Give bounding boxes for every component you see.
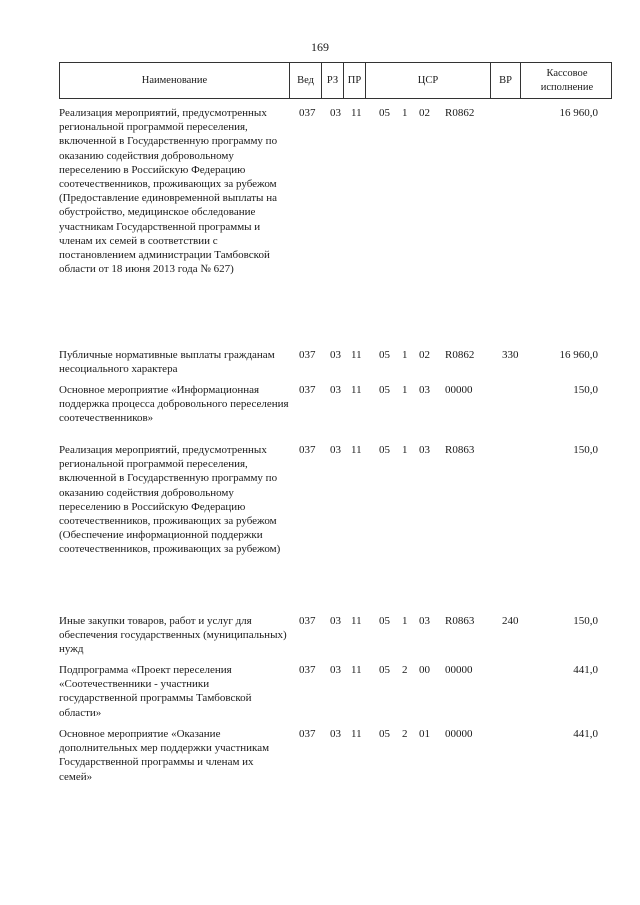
row-csr-3: 00	[419, 664, 430, 676]
row-rz: 03	[330, 728, 341, 740]
row-csr-2: 2	[402, 728, 408, 740]
header-ved: Вед	[290, 63, 322, 98]
table-row	[59, 383, 612, 443]
row-csr-2: 1	[402, 615, 408, 627]
row-ved: 037	[299, 444, 316, 456]
row-csr-2: 1	[402, 349, 408, 361]
row-csr-3: 03	[419, 444, 430, 456]
header-name: Наименование	[60, 63, 290, 98]
row-csr-4: 00000	[445, 384, 473, 396]
header-csr: ЦСР	[366, 63, 491, 98]
row-csr-2: 2	[402, 664, 408, 676]
row-rz: 03	[330, 107, 341, 119]
row-amount: 16 960,0	[559, 349, 598, 361]
row-rz: 03	[330, 349, 341, 361]
row-rz: 03	[330, 384, 341, 396]
table-row	[59, 106, 612, 348]
row-csr-2: 1	[402, 107, 408, 119]
header-amount: Кассовое исполнение	[540, 68, 594, 93]
row-csr-1: 05	[379, 728, 390, 740]
row-amount: 150,0	[573, 615, 598, 627]
row-pr: 11	[351, 384, 362, 396]
row-ved: 037	[299, 384, 316, 396]
row-ved: 037	[299, 728, 316, 740]
row-name: Подпрограмма «Проект переселения «Соотечественники - участники государственной программы Тамбовской области»	[59, 664, 252, 719]
header-pr: ПР	[344, 63, 366, 98]
row-ved: 037	[299, 615, 316, 627]
row-csr-4: 00000	[445, 728, 473, 740]
row-ved: 037	[299, 349, 316, 361]
row-csr-1: 05	[379, 615, 390, 627]
row-amount: 441,0	[573, 728, 598, 740]
row-csr-4: 00000	[445, 664, 473, 676]
row-name: Публичные нормативные выплаты гражданам несоциального характера	[59, 349, 275, 376]
header-rz: РЗ	[322, 63, 344, 98]
row-csr-3: 02	[419, 107, 430, 119]
row-amount: 150,0	[573, 444, 598, 456]
row-csr-4: R0863	[445, 615, 475, 627]
row-csr-3: 03	[419, 615, 430, 627]
row-vr: 330	[502, 349, 519, 361]
row-pr: 11	[351, 349, 362, 361]
row-pr: 11	[351, 664, 362, 676]
row-pr: 11	[351, 615, 362, 627]
table-row	[59, 727, 612, 789]
row-name: Основное мероприятие «Оказание дополнительных мер поддержки участникам Государственной программы и членам их семей»	[59, 728, 270, 783]
row-ved: 037	[299, 107, 316, 119]
row-csr-1: 05	[379, 664, 390, 676]
row-amount: 441,0	[573, 664, 598, 676]
row-amount: 150,0	[573, 384, 598, 396]
row-rz: 03	[330, 444, 341, 456]
row-csr-2: 1	[402, 444, 408, 456]
table-row	[59, 663, 612, 727]
table-body	[59, 106, 612, 789]
row-vr: 240	[502, 615, 519, 627]
row-csr-4: R0863	[445, 444, 475, 456]
table-row	[59, 614, 612, 663]
page-number: 169	[311, 40, 329, 54]
row-csr-2: 1	[402, 384, 408, 396]
table-row	[59, 348, 612, 383]
row-ved: 037	[299, 664, 316, 676]
row-csr-3: 03	[419, 384, 430, 396]
row-csr-1: 05	[379, 384, 390, 396]
row-csr-4: R0862	[445, 107, 475, 119]
row-csr-1: 05	[379, 349, 390, 361]
row-pr: 11	[351, 107, 362, 119]
row-name: Реализация мероприятий, предусмотренных региональной программой переселения, включенной в Государственную программу по оказанию содействия добровольному переселению в Российскую Федерацию соотечественников, проживающих за рубежом (Обеспечение информационной поддержки соотечественников, проживающих за рубежом)	[59, 444, 281, 556]
header-vr: ВР	[491, 63, 521, 98]
row-csr-1: 05	[379, 107, 390, 119]
row-csr-4: R0862	[445, 349, 475, 361]
row-pr: 11	[351, 728, 362, 740]
row-csr-3: 02	[419, 349, 430, 361]
row-csr-1: 05	[379, 444, 390, 456]
row-name: Основное мероприятие «Информационная поддержка процесса добровольного переселения соотечественников»	[59, 384, 289, 425]
row-name: Реализация мероприятий, предусмотренных региональной программой переселения, включенной в Государственную программу по оказанию содействия добровольному переселению в Российскую Федерацию соотечественников, проживающих за рубежом (Предоставление единовременной выплаты на обустройство, медицинское обследование участникам Государственной программы и членам их семей в соответствии с постановлением администрации Тамбовской области от 18 июня 2013 года № 627)	[59, 107, 278, 276]
table-row	[59, 443, 612, 614]
row-csr-3: 01	[419, 728, 430, 740]
row-pr: 11	[351, 444, 362, 456]
row-amount: 16 960,0	[559, 107, 598, 119]
row-name: Иные закупки товаров, работ и услуг для обеспечения государственных (муниципальных) нужд	[59, 615, 287, 656]
row-rz: 03	[330, 664, 341, 676]
table-header	[59, 62, 612, 99]
row-rz: 03	[330, 615, 341, 627]
